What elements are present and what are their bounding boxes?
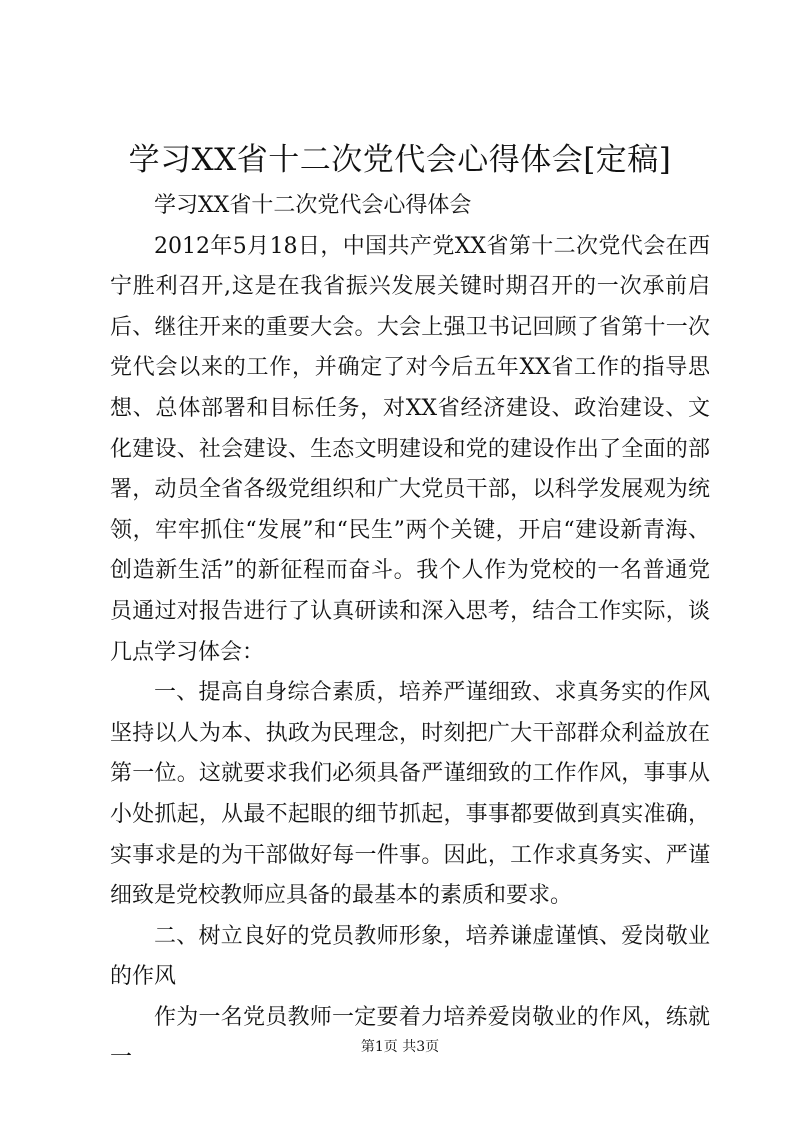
subtitle-paragraph: 学习XX省十二次党代会心得体会 bbox=[154, 193, 472, 218]
document-body bbox=[110, 186, 710, 1079]
section-two-paragraph: 作为一名党员教师一定要着力培养爱岗敬业的作风，练就一 bbox=[110, 1004, 710, 1071]
page-footer: 第1页 共3页 bbox=[360, 1039, 440, 1055]
intro-paragraph: 2012年5月18日，中国共产党XX省第十二次党代会在西宁胜利召开,这是在我省振兴发展关键时期召开的一次承前启后、继往开来的重要大会。大会上强卫书记回顾了省第十一次党代会以来的工作，并确定了对今后五年XX省工作的指导思想、总体部署和目标任务，对XX省经济建设、政治建设、文化建设、社会建设、生态文明建设和党的建设作出了全面的部署，动员全省各级党组织和广大党员干部，以科学发展观为统领，牢牢抓住“发展”和“民生”两个关键，开启“建设新青海、创造新生活”的新征程而奋斗。我个人作为党校的一名普通党员通过对报告进行了认真研读和深入思考，结合工作实际，谈几点学习体会： bbox=[110, 233, 710, 665]
document-title: 学习XX省十二次党代会心得体会[定稿] bbox=[128, 142, 672, 178]
section-one-paragraph: 一、提高自身综合素质，培养严谨细致、求真务实的作风坚持以人为本、执政为民理念，时刻把广大干部群众利益放在第一位。这就要求我们必须具备严谨细致的工作作风，事事从小处抓起，从最不起眼的细节抓起，事事都要做到真实准确，实事求是的为干部做好每一件事。因此，工作求真务实、严谨细致是党校教师应具备的最基本的素质和要求。 bbox=[110, 680, 710, 909]
section-two-heading: 二、树立良好的党员教师形象，培养谦虚谨慎、爱岗敬业的作风 bbox=[110, 923, 710, 990]
